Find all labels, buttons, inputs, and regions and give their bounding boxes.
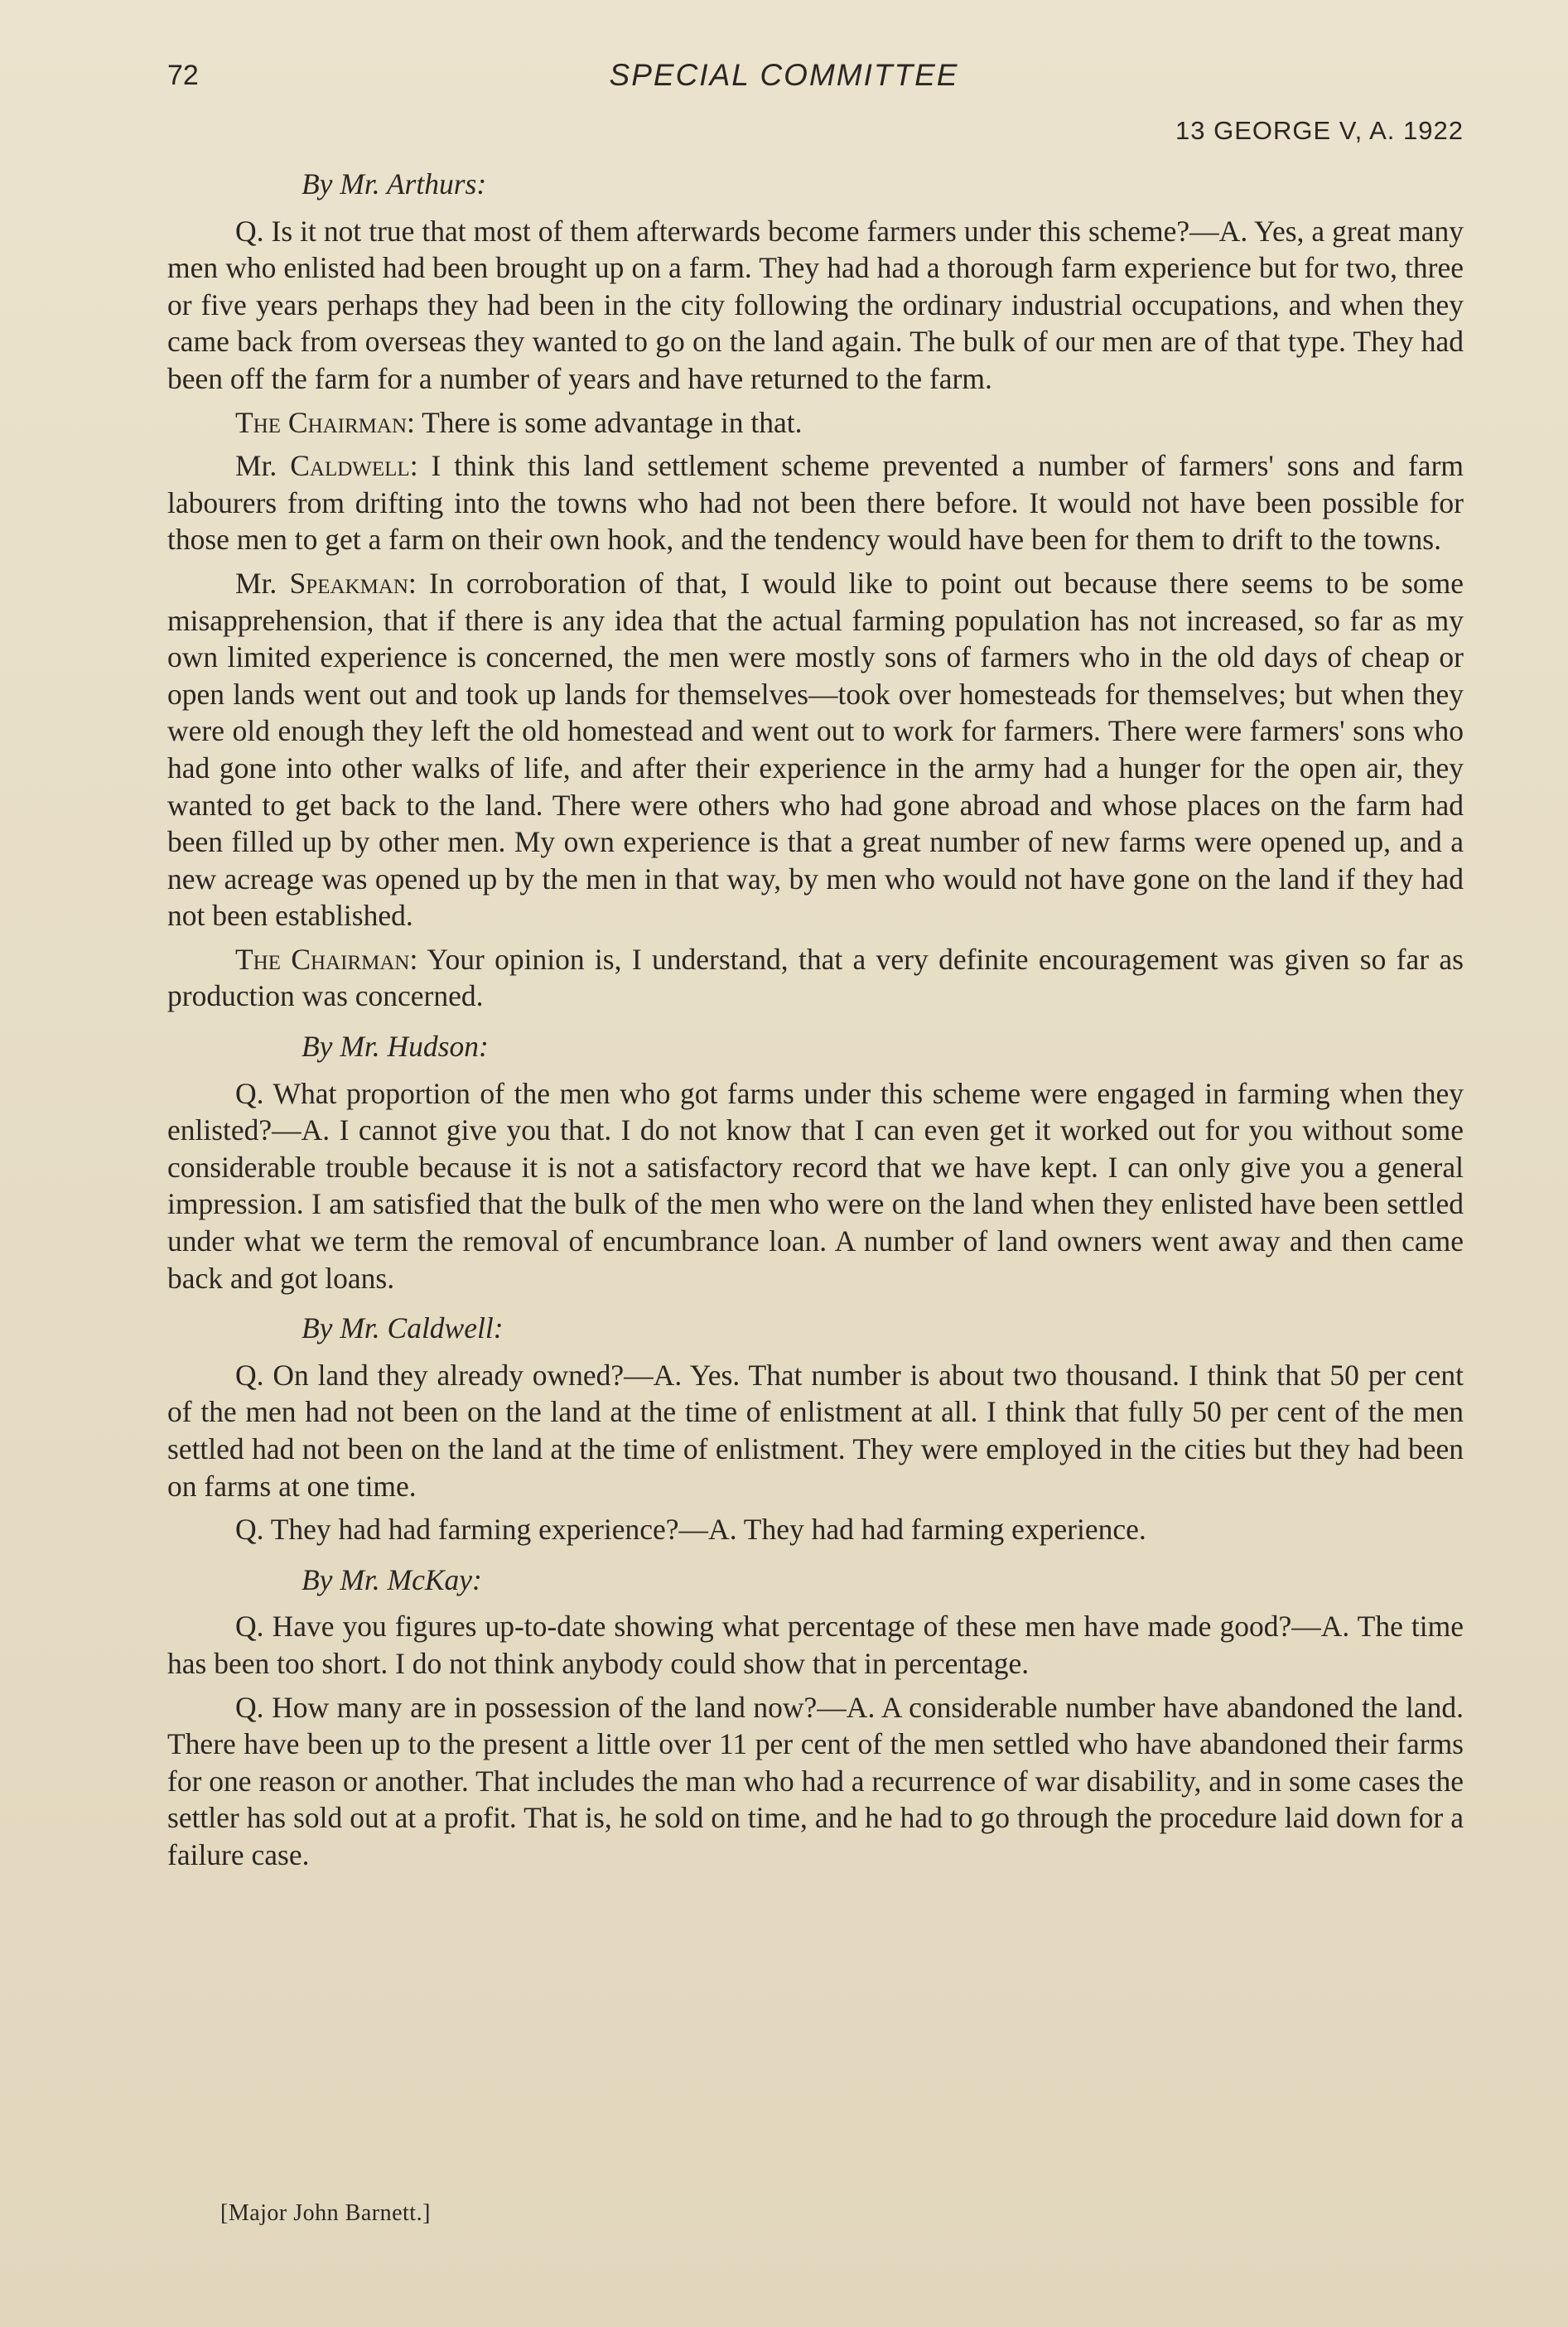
- session-label: 13 GEORGE V, A. 1922: [1175, 116, 1464, 145]
- speech-text: I think this land settlement scheme prevented a number of farmers' sons and farm labourers from drifting into the towns who had not been there before. It would not have been possible for those men to get a farm on their own hook, and the tendency would have been for them to drift to the towns.: [167, 449, 1464, 557]
- paragraph: Q. Is it not true that most of them afterwards become farmers under this scheme?—A. Yes, a great many men who enlisted had been brought up on a farm. They had had a thorough farm experience but for two, three or five years perhaps they had been in the city following the ordinary industrial occupations, and when they came back from overseas they wanted to go on the land again. The bulk of our men are of that type. They had been off the farm for a number of years and have returned to the farm.: [167, 214, 1464, 395]
- speaker-title: Mr.: [235, 566, 290, 600]
- speaker-name: The Chairman:: [235, 405, 415, 439]
- running-head: SPECIAL COMMITTEE: [609, 58, 959, 92]
- page-number: 72: [167, 60, 199, 91]
- paragraph: Q. They had had farming experience?—A. They had had farming experience.: [235, 1513, 1146, 1547]
- speech-text: Your opinion is, I understand, that a very definite encouragement was given so far as production was concerned.: [167, 942, 1464, 1013]
- paragraph: [167, 447, 1464, 558]
- speech-text: In corroboration of that, I would like to point out because there seems to be some misapprehension, that if there is any idea that the actual farming population has not increased, so far as my own limited experience is concerned, the men were mostly sons of farmers who in the old days of cheap or open lands went out and took up lands for themselves—took over homesteads for themselves; but when they were old enough they left the old homestead and went out to work for farmers. There were farmers' sons who had gone into other walks of life, and after their experience in the army had a hunger for the open air, they wanted to get back to the land. There were others who had gone abroad and whose places on the farm had been filled up by other men. My own experience is that a great number of new farms were opened up, and a new acreage was opened up by the men in that way, by men who would not have gone on the land if they had not been established.: [167, 566, 1464, 933]
- speaker-name: Speakman:: [289, 566, 417, 600]
- examiner-heading: By Mr. Caldwell:: [302, 1311, 504, 1345]
- paragraph: Q. How many are in possession of the land now?—A. A considerable number have abandoned the land. There have been up to the present a little over 11 per cent of the men settled who have abandoned their farms for one reason or another. That includes the man who had a recurrence of war disability, and in some cases the settler has sold out at a profit. That is, he sold on time, and he had to go through the procedure laid down for a failure case.: [167, 1690, 1464, 1871]
- witness-name: [Major John Barnett.]: [220, 2200, 431, 2226]
- paragraph: [167, 941, 1464, 1015]
- examiner-heading: By Mr. Hudson:: [302, 1030, 489, 1064]
- speaker-name: Caldwell:: [290, 449, 418, 483]
- speech-text: There is some advantage in that.: [414, 405, 803, 439]
- paragraph: Q. Have you figures up-to-date showing what percentage of these men have made good?—A. The time has been too short. I do not think anybody could show that in percentage.: [167, 1610, 1464, 1680]
- paragraph: Q. On land they already owned?—A. Yes. That number is about two thousand. I think that 50 per cent of the men had not been on the land at the time of enlistment at all. I think that fully 50 per cent of the men settled had not been on the land at the time of enlistment. They were employed in the cities but they had been on farms at one time.: [167, 1358, 1464, 1503]
- page-body: [167, 166, 1464, 1874]
- examiner-heading: By Mr. McKay:: [302, 1562, 482, 1596]
- paragraph: Q. What proportion of the men who got farms under this scheme were engaged in farming when they enlisted?—A. I cannot give you that. I do not know that I can even get it worked out for you without some considerable trouble because it is not a satisfactory record that we have kept. I can only give you a general impression. I am satisfied that the bulk of the men who were on the land when they enlisted have been settled under what we term the removal of encumbrance loan. A number of land owners went away and then came back and got loans.: [167, 1076, 1464, 1295]
- speaker-title: Mr.: [235, 449, 291, 483]
- paragraph: [167, 404, 1464, 442]
- examiner-heading: By Mr. Arthurs:: [302, 167, 487, 200]
- speaker-name: The Chairman:: [235, 942, 418, 976]
- paragraph: [167, 565, 1464, 934]
